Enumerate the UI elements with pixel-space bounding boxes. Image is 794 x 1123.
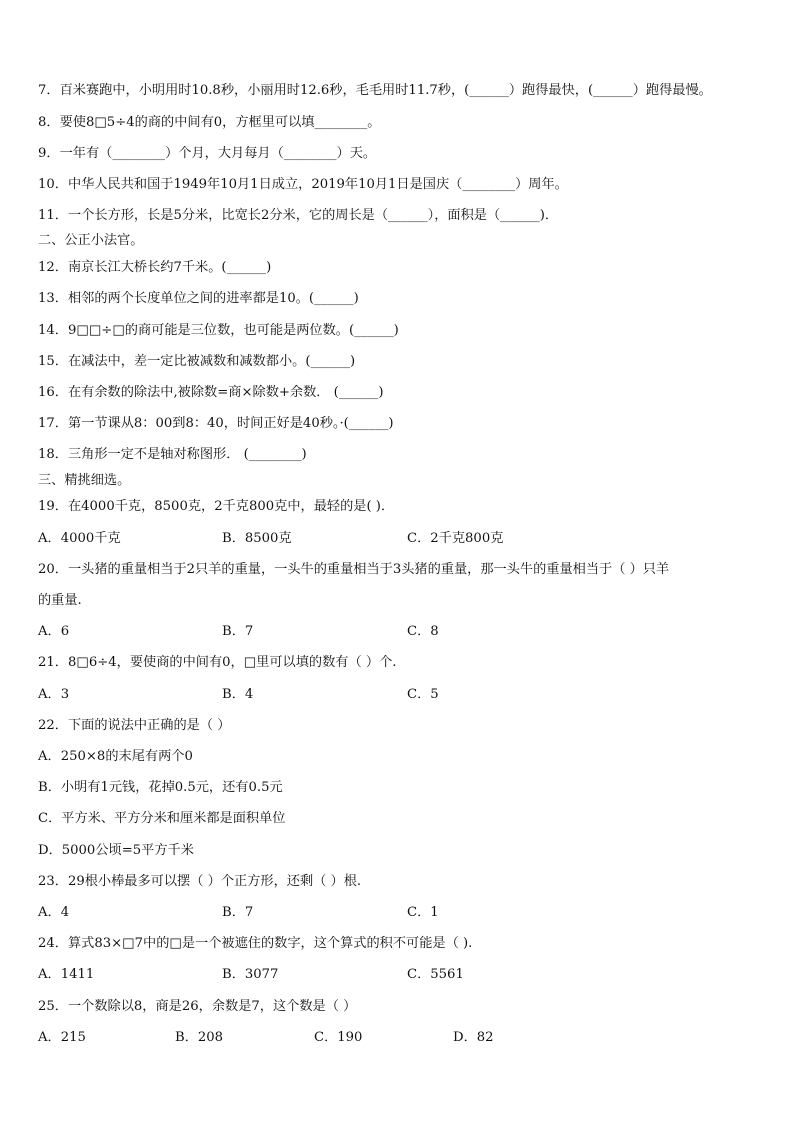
q20-option-c: C．8 — [407, 624, 439, 639]
q19-option-c: C．2千克800克 — [407, 531, 504, 546]
q25-option-c: C．190 — [314, 1030, 363, 1045]
question-21: 21．8□6÷4，要使商的中间有0，□里可以填的数有（ ）个. — [38, 655, 397, 670]
q21-option-a: A．3 — [38, 687, 70, 702]
section-3-heading: 三、精挑细选。 — [38, 473, 131, 488]
q23-option-c: C．1 — [407, 905, 439, 920]
q20-option-a: A．6 — [38, 624, 70, 639]
question-14: 14．9□□÷□的商可能是三位数，也可能是两位数。(______) — [38, 323, 399, 338]
q25-option-b: B．208 — [175, 1030, 224, 1045]
q22-option-b: B．小明有1元钱，花掉0.5元，还有0.5元 — [38, 780, 283, 795]
question-15: 15．在减法中，差一定比被减数和减数都小。(______) — [38, 354, 356, 369]
q24-option-c: C．5561 — [407, 967, 464, 982]
question-24: 24．算式83×□7中的□是一个被遮住的数字，这个算式的积不可能是（ ). — [38, 936, 473, 951]
question-7: 7．百米赛跑中，小明用时10.8秒，小丽用时12.6秒，毛毛用时11.7秒，(______）跑得最快，(______）跑得最慢。 — [38, 83, 712, 98]
q22-option-a: A．250×8的末尾有两个0 — [38, 749, 193, 764]
q22-option-d: D．5000公顷=5平方千米 — [38, 843, 194, 858]
q23-option-a: A．4 — [38, 905, 70, 920]
question-20-line-2: 的重量. — [38, 593, 82, 608]
q24-option-a: A．1411 — [38, 967, 95, 982]
q25-option-a: A．215 — [38, 1030, 86, 1045]
question-17: 17．第一节课从8：00到8：40，时间正好是40秒。·(______) — [38, 416, 394, 431]
question-11: 11．一个长方形，长是5分米，比宽长2分米，它的周长是（______），面积是（______)． — [38, 208, 559, 223]
question-16: 16．在有余数的除法中,被除数=商×除数+余数． (______) — [38, 385, 384, 400]
q21-option-b: B．4 — [222, 687, 254, 702]
question-10: 10．中华人民共和国于1949年10月1日成立，2019年10月1日是国庆（________）周年。 — [38, 177, 568, 192]
question-22: 22．下面的说法中正确的是（ ） — [38, 718, 231, 733]
q21-option-c: C．5 — [407, 687, 439, 702]
q23-option-b: B．7 — [222, 905, 254, 920]
q25-option-d: D．82 — [453, 1030, 494, 1045]
question-25: 25．一个数除以8，商是26，余数是7，这个数是（ ） — [38, 999, 357, 1014]
section-2-heading: 二、公正小法官。 — [38, 233, 144, 248]
q24-option-b: B．3077 — [222, 967, 279, 982]
question-13: 13．相邻的两个长度单位之间的进率都是10。(______) — [38, 291, 359, 306]
question-19: 19．在4000千克，8500克，2千克800克中，最轻的是( )． — [38, 499, 395, 514]
q19-option-a: A．4000千克 — [38, 531, 121, 546]
question-20-line-1: 20．一头猪的重量相当于2只羊的重量，一头牛的重量相当于3头猪的重量，那一头牛的重量相当于（ ）只羊 — [38, 562, 670, 577]
question-12: 12．南京长江大桥长约7千米。(______) — [38, 260, 272, 275]
q20-option-b: B．7 — [222, 624, 254, 639]
question-18: 18．三角形一定不是轴对称图形． (________) — [38, 447, 307, 462]
q19-option-b: B．8500克 — [222, 531, 292, 546]
question-8: 8．要使8□5÷4的商的中间有0，方框里可以填________。 — [38, 115, 381, 130]
question-9: 9．一年有（________）个月，大月每月（________）天。 — [38, 146, 377, 161]
q22-option-c: C．平方米、平方分米和厘米都是面积单位 — [38, 811, 286, 826]
question-23: 23．29根小棒最多可以摆（ ）个正方形，还剩（ ）根. — [38, 874, 362, 889]
